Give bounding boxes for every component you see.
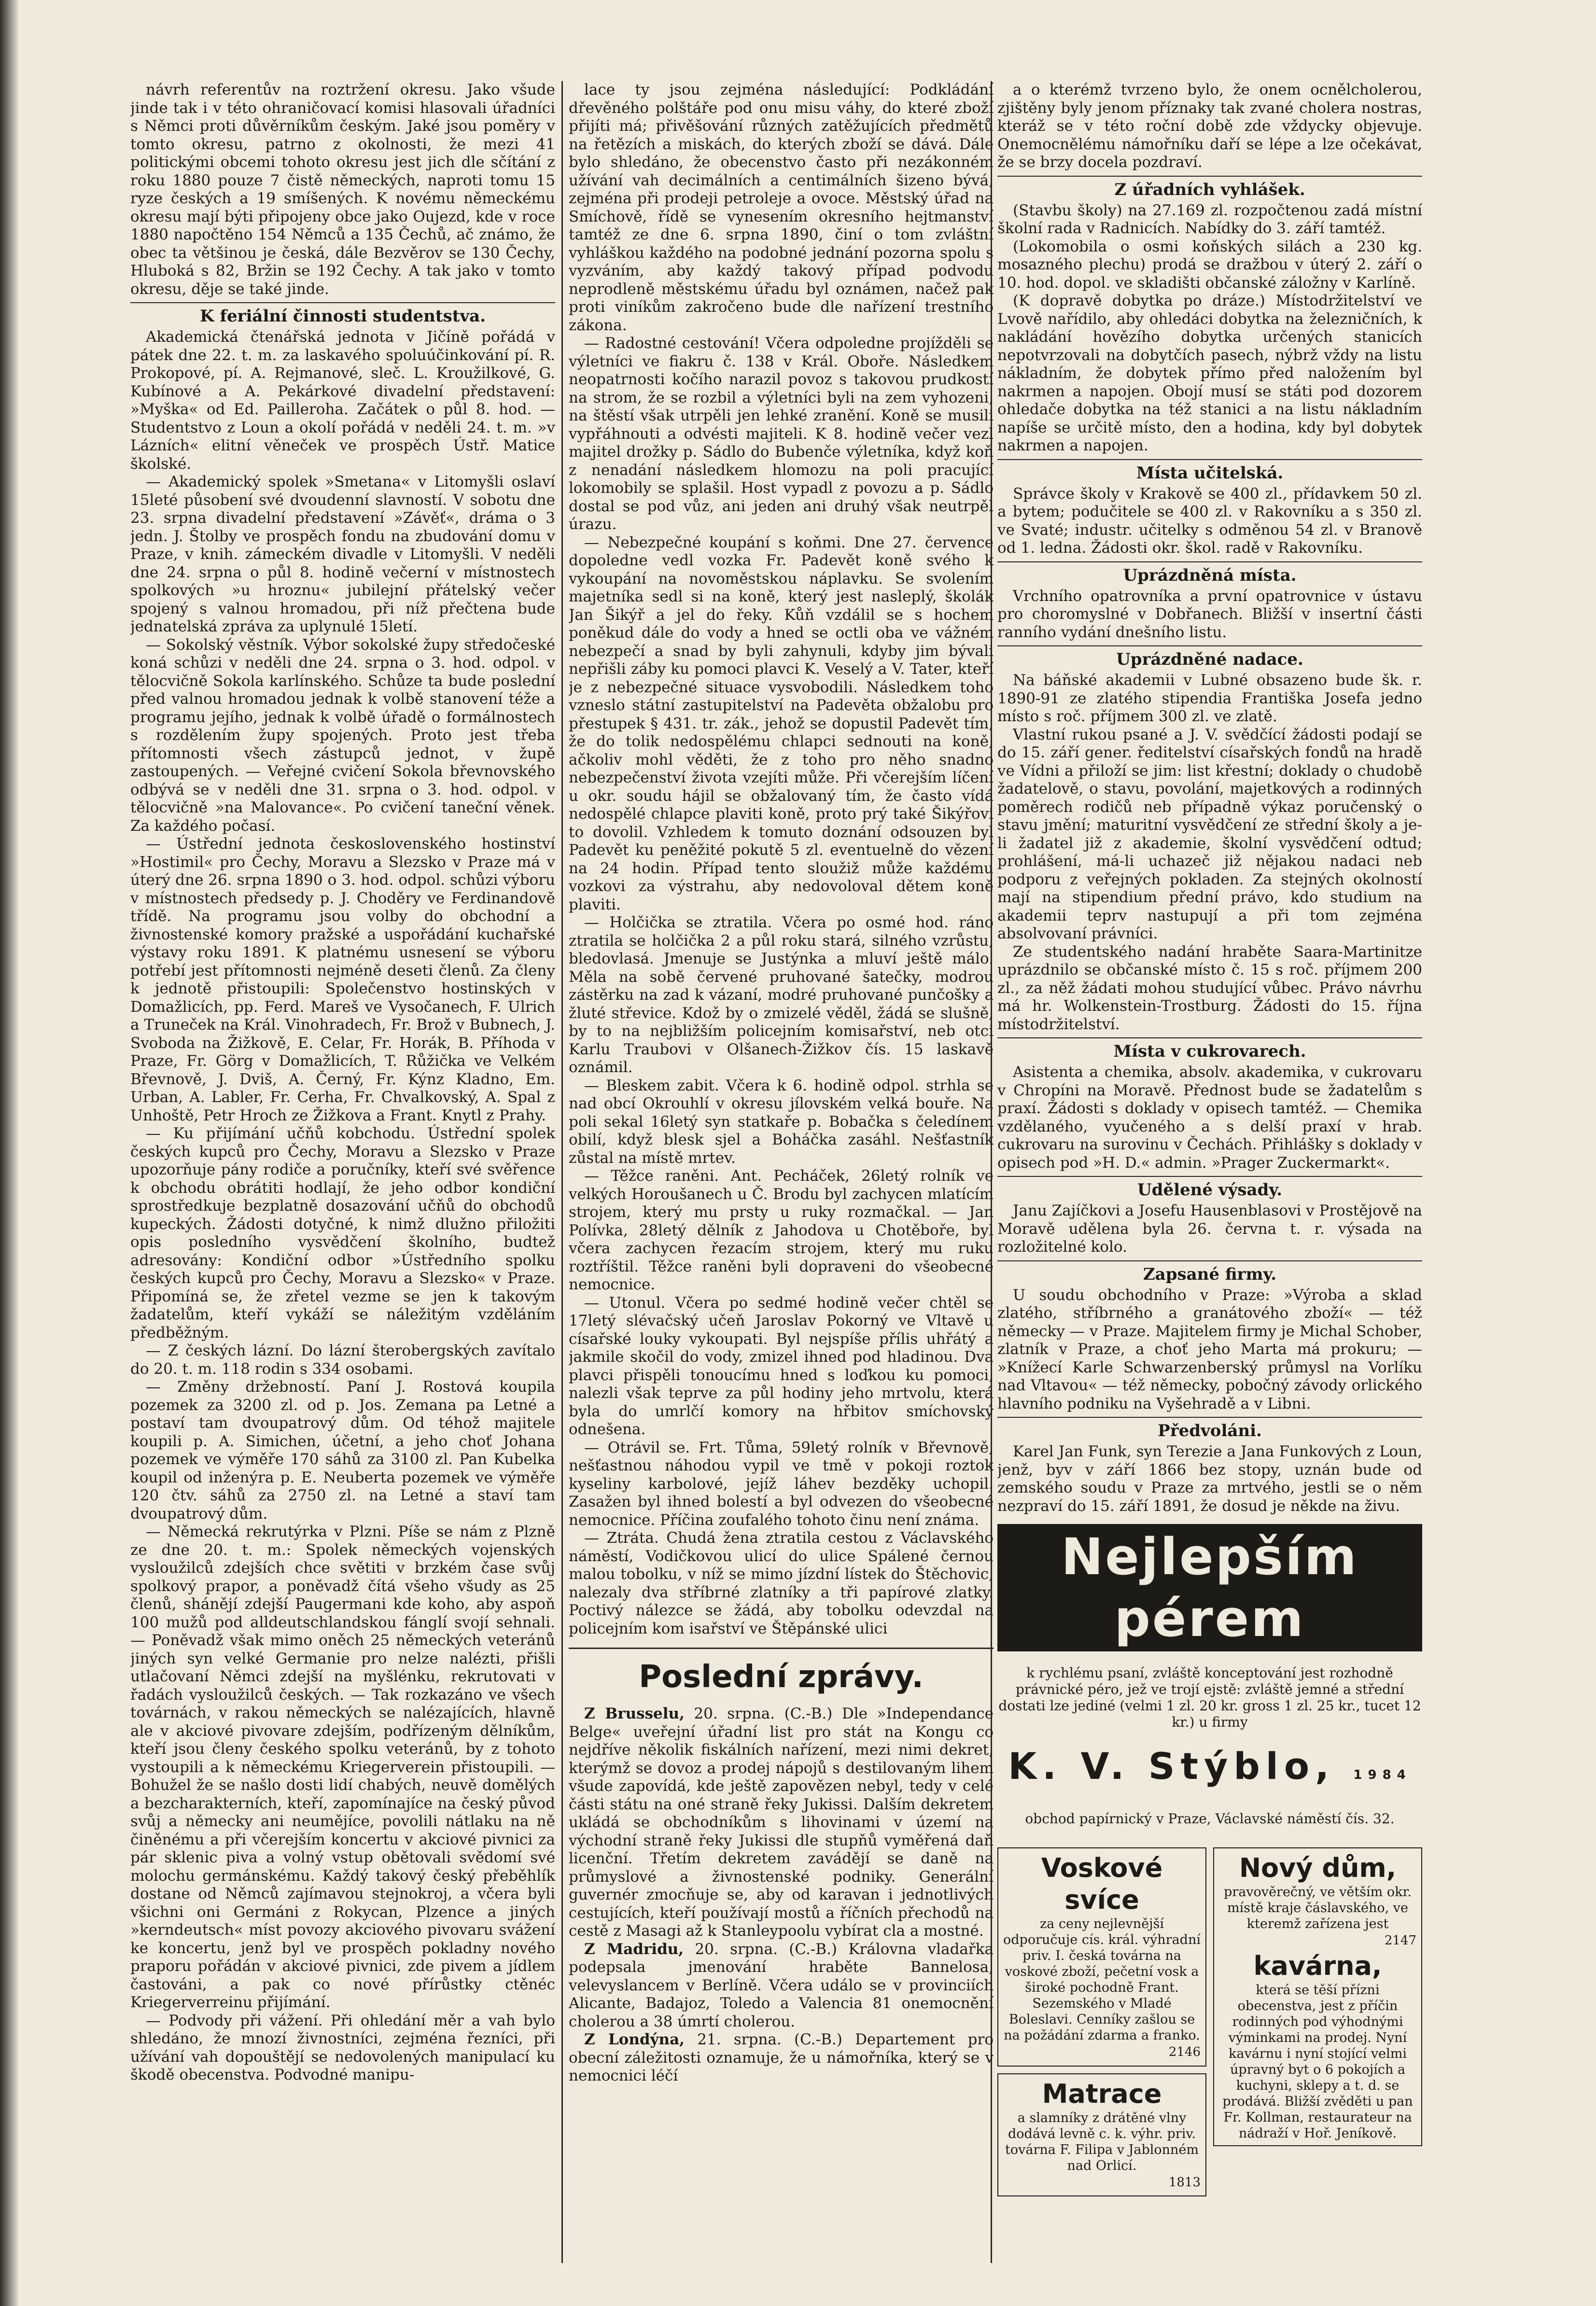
- section-heading-uprazdnena: Uprázdněná místa.: [997, 561, 1422, 586]
- notice-predvolani: Karel Jan Funk, syn Terezie a Jana Funkových z Loun, jenž, byv v září 1866 bez stopy, uznán bude od zemského soudu v Praze za mrtvého, jestli se o něm nezpraví do 15. září 1891, že dosud je někde na živu.: [997, 1443, 1422, 1515]
- column-left: [130, 81, 555, 2263]
- ad-firm-label: K. V. Stýblo,: [1008, 1745, 1335, 1788]
- notice-firmy: U soudu obchodního v Praze: »Výroba a sklad zlatého, stříbrného a granátového zboží« — též německy — v Praze. Majitelem firmy je Michal Schober, zlatník v Praze, a choť jeho Marta má prokuru; — »Knížecí Karle Schwarzenberský průmysl na Vorlíku nad Vltavou« — též německy, pobočný závody orlického hlavního podniku na Vyšehradě a v Libni.: [997, 1286, 1422, 1412]
- ad-number: 1984: [1353, 1768, 1412, 1782]
- ad-box-svice: [997, 1847, 1206, 2067]
- section-heading-cukrovary: Místa v cukrovarech.: [997, 1037, 1422, 1062]
- article-ztrata: — Ztráta. Chudá žena ztratila cestou z Václavského náměstí, Vodičkovou ulicí do ulice Spálené černou malou tobolku, v níž se mimo jízdní lístek do Štěchovic, nalezaly dva stříbrné zlatníky a tři papírové zlatky. Poctivý nálezce se žádá, aby tobolku odevzdal na policejním kom isařství ve Štěpánské ulici: [569, 1529, 994, 1637]
- section-heading-ucitelska: Místa učitelská.: [997, 459, 1422, 483]
- notice-nadace-2: Vlastní rukou psané a J. V. svědčící žádosti podají se do 15. září gener. ředitelství císařských fondů na hradě ve Vídni a přiloží se jim: list křestní; doklady o chudobě žadatelově, o stavu, povolání, majetkových a rodinných poměrech rodičů neb případně výkaz poručenský o stavu jmění; maturitní vysvědčení ze střední školy a je-li žadatel již z akademie, školní vysvědčení odtud; prohlášení, má-li uchazeč již nějakou nadaci neb podporu z veřejných pokladen. Za stejných okolností mají na stipendium přední právo, kdo studium na akademii teprv nastupují a při tom zejména absolvovaní právníci.: [997, 726, 1422, 942]
- article-utonul: — Utonul. Včera po sedmé hodině večer chtěl se 17letý slévačský učeň Jaroslav Pokorný ve Vltavě u císařské louky vykoupati. Byl nejspíše přílis uhřátý a jakmile skočil do vody, zmizel ihned pod hladinou. Dva plavci přispěli tonoucímu hned s loďkou ku pomoci, nalezli však teprve za půl hodiny jeho mrtvolu, která byla do umrlčí komory na hřbitov smíchovský odnešena.: [569, 1294, 994, 1438]
- ad-number: 1813: [1168, 2175, 1201, 2190]
- ad-box-title-kavarna: kavárna,: [1253, 1950, 1382, 1981]
- ad-pero-title: Nejlepším pérem: [997, 1524, 1422, 1651]
- scan-edge: [0, 0, 19, 2306]
- ad-pero-text: k rychlému psaní, zvláště konceptování jest rozhodně právnické péro, jež ve trojí ejstě: zvláště jemné a střední dostati lze jediné (velmi 1 zl. 20 kr. gross 1 zl. 25 kr., tucet 12 kr.) u firmy: [998, 1665, 1421, 1730]
- article-vazeni-cont: lace ty jsou zejména následující: Podkládání dřevěného polštáře pod onu misu váhy, do které zboží přijíti má; přivěšování různých zatěžujících předmětů na řetězích a miskách, do kterých zboží se dává. Dále bylo shledáno, že obecenstvo často při nezákonném užívání vah decimálních a centimálních šizeno bývá, zejména při prodeji petroleje a ovoce. Městský úřad na Smíchově, řídě se vynesením okresního hejtmanství tamtéž ze dne 6. srpna 1890, činí o tom zvláštní vyhláškou každého na podobné jednání pozorna spolu s vyzváním, aby každý takový případ podvodu neprodleně městskému úřadu byl oznámen, načež pak proti viníkům zakročeno bude dle nařízení trestního zákona.: [569, 81, 994, 334]
- notice-skola: (Stavbu školy) na 27.169 zl. rozpočtenou zadá místní školní rada v Radnicích. Nabídky do 3. září tamtéž.: [997, 201, 1422, 237]
- ad-firm-name: [997, 1744, 1422, 1797]
- article-hostimil: — Ústřední jednota československého hostinství »Hostimil« pro Čechy, Moravu a Slezsko v Praze má v úterý dne 26. srpna 1890 o 3. hod. odpol. schůzi výboru v místnostech předsedy p. J. Choděry ve Ferdinandově třídě. Na programu jsou volby do obchodní a živnostenské komory pražské a uspořádání kuchařské výstavy roku 1891. K platnému usnesení se výboru potřebí jest přítomnosti nejméně deseti členů. Za členy k jednotě přistoupili: Společenstvo hostinských v Domažlicích, pp. Ferd. Mareš ve Vysočanech, F. Ulrich a Truneček na Král. Vinohradech, Fr. Brož v Bubnech, J. Svoboda na Žižkově, E. Celar, Fr. Horák, B. Příhoda v Praze, Fr. Görg v Domažlicích, T. Růžička ve Velkém Břevnově, J. Dviš, A. Černý, Fr. Kýnz Kladno, Em. Urban, A. Labler, Fr. Cerha, Fr. Chvalkovský, A. Spal z Unhoště, Petr Hroch ze Žižkova a Frant. Knytl z Prahy.: [130, 835, 555, 1124]
- ad-box-text-kavarna: která se těší přízni obecenstva, jest z příčin rodinných pod výhodnými výminkami na prodej. Nyní kavárnu i nyní stojící velmi úpravný byt o 6 pokojích a kuchyni, sklepy a t. d. se prodává. Bližší zvěděti u pan Fr. Kollman, restaurateur na nádraží v Hoř. Jeníkově.: [1222, 1982, 1413, 2141]
- notice-nadace-3: Ze studentského nadání hraběte Saara-Martinitze uprázdnilo se občanské místo č. 15 s roč. příjmem 200 zl., za něž žádati mohou studující vůbec. Právo návrhu má hr. Wolkenstein-Trostburg. Žádosti do 15. října místodržitelství.: [997, 943, 1422, 1033]
- news-text: 20. srpna. (C.-B.) Dle »Independance Belge« uveřejní úřadní list pro stát na Kongu co nejdříve několik fiskálních nařízení, mezi nimi dekret, kterýmž se dovoz a prodej nápojů s destilovaným lihem všude zapovídá, kde ještě zapovězen nebyl, tedy v celé části státu na oné straně řeky Jukissi. Dalším dekretem ukládá se obchodníkům s lihovinami v území na východní straně řeky Jukissi dle stupňů vyměřená daň licenční. Třetím dekretem zavádějí se daně na průmyslové a živnostenské podniky. Generální guvernér zmocňuje se, aby od karavan i jednotlivých cestujících, kteří používají mostů a říčních přechodů na cestě z Masagi až k Stanleypoolu vybírat cla a mostné.: [569, 1705, 994, 1940]
- column-middle: [569, 81, 994, 2263]
- ad-column-left: [997, 1841, 1206, 2196]
- section-heading-nadace: Uprázdněné nadace.: [997, 645, 1422, 670]
- article-smetana: — Akademický spolek »Smetana« v Litomyšli oslaví 15leté působení své dvoudenní slavností. V sobotu dne 23. srpna divadelní představení »Závěť«, dráma o 3 jedn. J. Štolby ve prospěch fondu na zbudování domu v Praze, v knih. zámeckém divadle v Litomyšli. V neděli dne 24. srpna o půl 8. hodině večerní v místnostech spolkových »u hroznu« jubilejní přátelský večer spojený s valnou hromadou, při níž přečtena bude jednatelská zpráva za uplynulé 15letí.: [130, 473, 555, 635]
- column-rule: [561, 81, 563, 2263]
- section-heading-studentstvo: K feriální činnosti studentstva.: [130, 302, 555, 326]
- section-heading-predvolani: Předvoláni.: [997, 1417, 1422, 1441]
- news-madrid: [569, 1941, 994, 2031]
- article-holcicka: — Holčička se ztratila. Včera po osmé hod. ráno ztratila se holčička 2 a půl roku stará, silného vzrůstu, bledovlasá. Jmenuje se Justýnka a mluví ještě málo. Měla na sobě červené pruhované šatečky, modrou zástěrku na zad k vázaní, modré pruhované punčošky a žluté střevice. Kdož by o zmizelé věděl, žádá se slušně, by to na nejbližším policejním komisařství, neb otci Karlu Traubovi v Olšanech-Žižkov čís. 15 laskavě oznámil.: [569, 914, 994, 1076]
- section-heading-vyhlasky: Z úřadních vyhlášek.: [997, 176, 1422, 200]
- article-rekrutyrka: — Německá rekrutýrka v Plzni. Píše se nám z Plzně ze dne 20. t. m.: Spolek německých vojenských vysloužilců zdejších chce světiti v brzkém čase svůj spolkový prapor, a poněvadž čítá všeho všudy as 25 členů, shánějí zdejší Paugermani kde koho, aby aspoň 100 mužů pod alldeutschlandskou fánglí svojí sehnali. — Poněvadž však mimo oněch 25 německých veteránů jiných syn velké Germanie pro nelze nalézti, přišli utlačovaní Němci zdejší na myšlénku, rekrutovati v řadách vysloužilců českých. — Tak rozkazáno ve všech továrnách, v rakou německých se nalézajících, hlavně ale v akciové pivovare zdejším, podřízeným dělníkům, kteří jsou členy českého spolku veteránů, by z tohoto vystoupili a k německému Kriegerverein přistoupili. — Bohužel že se našlo dosti lidí chabých, neuvě domělých a bezcharakterních, kteří, zapomínajíce na český původ svůj a německy ani neumějíce, povolili nátlaku na ně činěnému a při včerejším koncertu v akciové pivnici za pár sklenic piva a volný vstup obětovali svědomí své molochu germánskému. Každý takový český přeběhlík dostane od Němců zajímavou stejnokroj, a včera byli všichni oni Germáni z Rokycan, Plzence a jiných »kerndeutsch« míst povozy akciového pivovaru svážení ke koncertu, jenž byl ve prospěch pokladny nového praporu pořádán v akciové pivnici, zde pivem a jídlem častováni, a pak co nové přírůstky ctěnéc Kriegerverreinu přijímání.: [130, 1523, 555, 2011]
- notice-uprazdnena: Vrchního opatrovníka a první opatrovnice v ústavu pro choromyslné v Dobřanech. Bližší v insertní části ranního vydání dnešního listu.: [997, 587, 1422, 641]
- ad-box-text: a slamníky z drátěné vlny dodává levně c. k. výhr. priv. továrna F. Filipa v Jablonném nad Orlicí.: [1005, 2110, 1199, 2173]
- ad-number: 2146: [1168, 2045, 1201, 2059]
- section-heading-vysady: Udělené výsady.: [997, 1176, 1422, 1200]
- notice-ucitelska: Správce školy v Krakově se 400 zl., přídavkem 50 zl. a bytem; podučitele se 400 zl. v Rakovníku a s 350 zl. ve Svaté; industr. učitelky s odměnou 54 zl. v Branově od 1. ledna. Žádosti okr. škol. radě v Rakovníku.: [997, 485, 1422, 557]
- column-right: [997, 81, 1422, 2263]
- article-ucni: — Ku přijímání učňů kobchodu. Ústřední spolek českých kupců pro Čechy, Moravu a Slezsko v Praze upozorňuje pány rodiče a poručníky, kteří své svěřence k obchodu obrátiti hodlají, že jeho odbor kondiční sprostředkuje bezplatně dosazování učňů do obchodů kupeckých. Žádosti dotyčné, k nimž dlužno přiložiti opis posledního vysvědčení školního, budtež adresovány: Kondiční odbor »Ústředního spolku českých kupců pro Čechy, Moravu a Slezsko« v Praze. Připomíná se, že zřetel vezme se jen k takovým žadatelům, kteří vykáží se náležitým vzděláním předběžným.: [130, 1125, 555, 1342]
- article-jicin: Akademická čtenářská jednota v Jičíně pořádá v pátek dne 22. t. m. za laskavého spoluúčinkování pí. R. Prokopové, pí. A. Rejmanové, sleč. L. Kroužilkové, G. Kubínové a A. Pekárkové divadelní představení: »Myška« od Ed. Pailleroha. Začátek o půl 8. hod. — Studentstvo z Loun a okolí pořádá v neděli 24. t. m. »v Lázních« elitní věneček ve prospěch Ústř. Matice školské.: [130, 328, 555, 473]
- ad-number: 2147: [1384, 1933, 1416, 1948]
- ad-grid: [997, 1841, 1422, 2196]
- ad-box-title: Voskové svíce: [1041, 1853, 1163, 1915]
- section-heading-firmy: Zapsané firmy.: [997, 1260, 1422, 1285]
- article-koupani: — Nebezpečné koupání s koňmi. Dne 27. července dopoledne vedl vozka Fr. Padevět koně svého k vykoupání na novoměstskou náplavku. Se svolením majetníka sedl si na koně, který jest nasleplý, školák Jan Šikýř a jel do řeky. Kůň vzdálil se s hochem poněkud dále do vody a hned se octli oba ve vážném nebezpečí a snad by byli zahynuli, kdyby jim bývali nepřišli záby ku pomoci plavci K. Veselý a V. Tater, kteří je z nebezpečné situace vysvobodili. Následkem toho vzneslo státní zastupitelství na Padevěta obžalobu pro přestupek § 431. tr. zák., jehož se dopustil Padevět tím, že do tolik nedospělému chlapci sednouti na koně, ačkoliv mohl věděti, že z toho pro něho snadno nebezpečenství života vzejíti může. Při včerejším líčení u okr. soudu hájil se obžalovaný tím, že často vídá nedospělé chlapce plaviti koně, proto prý také Šikýřovi to dovolil. Vzhledem k tomuto doznání odsouzen byl Padevět ku peněžité pokutě 5 zl. eventuelně do vězení na 24 hodin. Případ tento sloužiž může každému vozkovi za výstrahu, aby nedovoloval dětem koně plaviti.: [569, 533, 994, 913]
- ad-column-right: [1213, 1841, 1422, 2196]
- ad-box-matrace: [997, 2073, 1206, 2197]
- notice-lokomobila: (Lokomobila o osmi koňských silách a 230 kg. mosazného plechu) prodá se dražbou v úterý 2. září o 10. hod. dopol. ve skladišti občanské záložny v Karlíně.: [997, 238, 1422, 292]
- ad-box-text: za ceny nejlevnější odporučuje cís. král. výhradní priv. I. česká továrna na voskové zboží, pečetní vosk a široké pochodně Frant. Sezemského v Mladé Boleslavi. Cenníky zašlou se na požádání zdarma a franko.: [1003, 1916, 1201, 2043]
- article-okres: návrh referentův na roztržení okresu. Jako všude jinde tak i v této ohraničovací komisi hlasovali úřadníci s Němci proti důvěrníkům českým. Jaké jsou poměry v tomto okresu, patrno z okolnosti, že mezi 41 politickými obcemi tohoto okresu jest jich dle sčítání z roku 1880 pouze 7 čistě německých, naproti tomu 15 ryze českých a 19 smíšených. K novému německému okresu mají býti připojeny obce jako Oujezd, kde v roce 1880 napočtěno 154 Němců a 135 Čechů, ač známo, že obec ta většinou je česká, dále Bezvěrov se 130 Čechy, Hluboká s 82, Bržin se 192 Čechy. A tak jako v tomto okresu, děje se také jinde.: [130, 81, 555, 298]
- news-text: 21. srpna. (C.-B.) Departement pro obecní záležitosti oznamuje, že u námořníka, který se v nemocnici léčí: [569, 2031, 994, 2084]
- news-text: 20. srpna. (C.-B.) Královna vladařka podepsala jmenování hraběte Bannelosa, velevyslancem v Berlíně. Včera událo se v provinciích Alicante, Badajoz, Toledo a Valencia 81 onemocnění cholerou a 38 úmrtí cholerou.: [569, 1940, 994, 2030]
- article-raneni: — Těžce raněni. Ant. Pecháček, 26letý rolník ve velkých Horoušanech u Č. Brodu byl zachycen mlatícím strojem, který mu prsty u ruky rozmačkal. — Jan Polívka, 28letý dělník z Jahodova u Chotěboře, byl včera zachycen řezacím strojem, který mu ruku roztříštil. Těžce raněni byli dopraveni do všeobecné nemocnice.: [569, 1167, 994, 1293]
- article-cestovani: — Radostné cestování! Včera odpoledne projížděli se výletníci ve fiakru č. 138 v Král. Oboře. Následkem neopatrnosti kočího narazil povoz s takovou prudkostí na strom, že se rozbil a výletníci byli na zem vyhozeni, na štěstí však utrpěli jen lehké zranění. Koně se musili vypřáhnouti a odvésti majiteli. K 8. hodině večer vezl majitel drožky p. Sádlo do Bubenče výletníka, když koň z nenadání následkem hlomozu na poli pracující lokomobily se splašil. Host vypadl z povozu a p. Sádlo dostal se pod vůz, ani jeden ani druhý však neutrpěl úrazu.: [569, 335, 994, 533]
- article-blesk: — Bleskem zabit. Včera k 6. hodině odpol. strhla se nad obcí Okrouhlí v okresu jílovském velká bouře. Na poli sekal 16letý syn statkaře p. Bobačka s čeledínem obilí, když blesk sjel a Boháčka zasáhl. Nešťastník zůstal na místě mrtev.: [569, 1076, 994, 1167]
- article-drzebnosti: — Změny držebností. Paní J. Rostová koupila pozemek za 3200 zl. od p. Jos. Zemana pa Letné a postaví tam dvoupatrový dům. Od téhož majitele koupili p. A. Simichen, účetní, a jeho choť Johana pozemek ve výměře 170 sáhů za 3100 zl. Pan Kubelka koupil od inženýra p. E. Neuberta pozemek ve výměře 120 čtv. sáhů za 2750 zl. na Letné a staví tam dvoupatrový dům.: [130, 1378, 555, 1523]
- ad-box-title: Matrace: [1042, 2078, 1162, 2109]
- article-otravil: — Otrávil se. Frt. Tůma, 59letý rolník v Břevnově, nešťastnou náhodou vypil ve tmě v pokoji roztok kyseliny karbolové, jejíž láhev bezděky uchopil. Zasažen byl ihned bolestí a byl odvezen do všeobecné nemocnice. Příčina zoufalého tohoto činu není známa.: [569, 1439, 994, 1529]
- news-london-cont: a o kterémž tvrzeno bylo, že onem ocnělcholerou, zjištěny byly jenom příznaky tak zvané cholera nostras, kteráž se v této roční době zde vždycky objevuje. Onemocnělému námořníku daří se lépe a lze očekávat, že se brzy docela pozdraví.: [997, 81, 1422, 171]
- notice-nadace-1: Na báňské akademii v Lubné obsazeno bude šk. r. 1890-91 ze zlatého stipendia Františka Josefa jedno místo s roč. příjmem 300 zl. ve zlatě.: [997, 671, 1422, 725]
- article-vazeni: — Podvody při vážení. Při ohledání měr a vah bylo shledáno, že mnozí živnostníci, zejména řezníci, při užívání vah dopouštějí se nedovolených manipulací ku škodě obecenstva. Podvodné manipu-: [130, 2012, 555, 2083]
- ad-firm-address: obchod papírnický v Praze, Václavské náměstí čís. 32.: [1025, 1811, 1395, 1827]
- news-city: Z Madridu,: [584, 1940, 684, 1958]
- news-city: Z Londýna,: [584, 2031, 685, 2048]
- news-city: Z Brusselu,: [584, 1705, 685, 1722]
- ad-box-text: pravověrečný, ve větším okr. místě kraje čáslavského, ve kteremž zařízena jest: [1224, 1885, 1412, 1931]
- notice-cukrovary: Asistenta a chemika, absolv. akademika, v cukrovaru v Chropíni na Moravě. Přednost bude se žadatelům s praxí. Žádosti s doklady v opisech tamtéž. — Chemika vzdělaného, vyučeného a s delší praxí v hrab. cukrovaru na surovinu v Čechách. Přihlášky s doklady v opisech pod »H. D.« admin. »Prager Zuckermarkt«.: [997, 1063, 1422, 1172]
- news-london: [569, 2031, 994, 2085]
- notice-vysady: Janu Zajíčkovi a Josefu Hausenblasovi v Prostějově na Moravě udělena byla 26. června t. r. výsada na rozložitelné kolo.: [997, 1202, 1422, 1256]
- notice-dobytek: (K dopravě dobytka po dráze.) Místodržitelství ve Lvově nařídilo, aby ohledáci dobytka na železničních, k nakládání hovězího dobytka určených stanicích nepotvrzovali na dobytčích pasech, nýbrž vždy na listu nákladním, že dobytek přímo před naložením byl nakrmen a napojen. Obojí musí se státi pod dozorem ohledače dobytka na též stanici a na listu nákladním napíše se určitě místo, den a hodina, kdy byl dobytek nakrmen a napojen.: [997, 292, 1422, 454]
- latest-news-heading: Poslední zprávy.: [569, 1648, 994, 1697]
- ad-box-title: Nový dům,: [1239, 1853, 1397, 1883]
- article-sokol: — Sokolský věstník. Výbor sokolské župy středočeské koná schůzi v neděli dne 24. srpna o 3. hod. odpol. v tělocvičně Sokola karlínského. Schůze ta bude poslední před valnou hromadou jednak k volbě stanovení téže a programu jejího, jednak k volbě úřadě o formálnostech s rozdělením župy spojených. Proto jest třeba přítomnosti všech zástupců jednot, v župě zastoupených. — Veřejné cvičení Sokola břevnovského odbývá se v neděli dne 31. srpna o 3. hod. odpol. v tělocvičně »na Malovance«. Po cvičení taneční věnek. Za každého počasí.: [130, 636, 555, 835]
- ad-box-dum: [1213, 1847, 1422, 2146]
- article-lazne: — Z českých lázní. Do lázní šterobergských zavítalo do 20. t. m. 118 rodin s 334 osobami.: [130, 1342, 555, 1378]
- news-brussel: [569, 1705, 994, 1941]
